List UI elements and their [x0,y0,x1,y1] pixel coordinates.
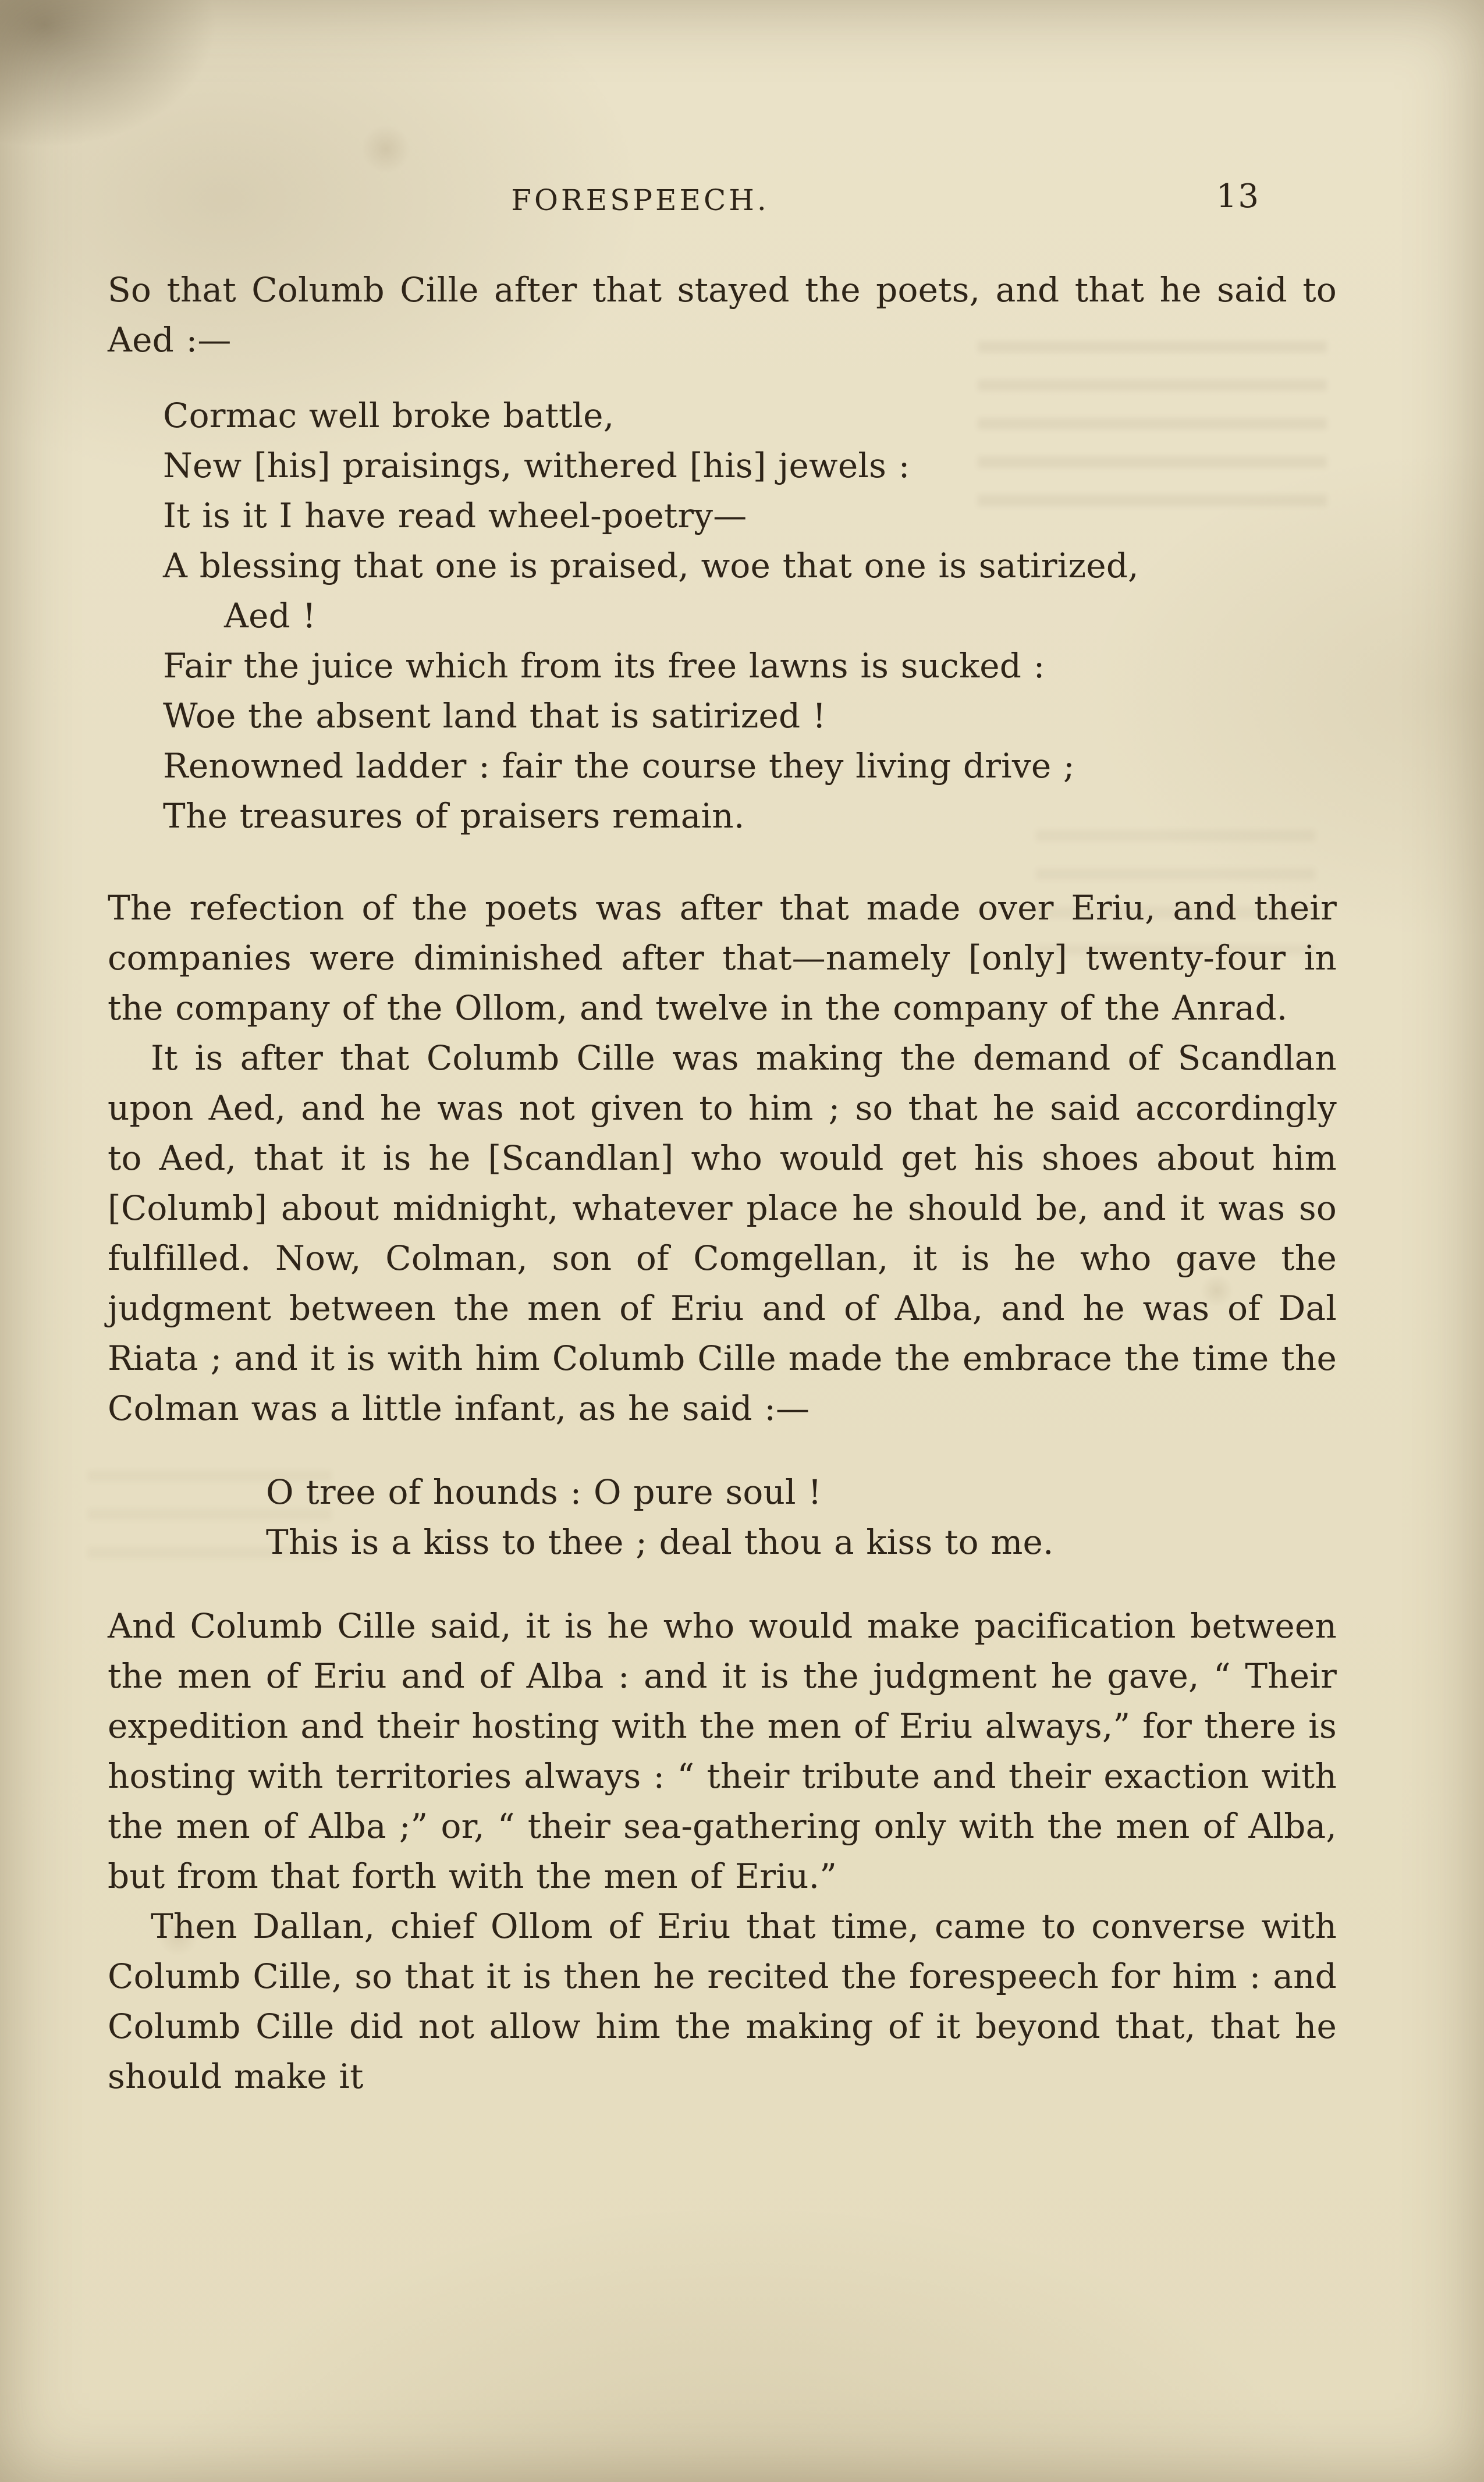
running-title: FORESPEECH. [511,183,769,217]
verse-line: Renowned ladder : fair the course they living drive ; [163,746,1075,786]
verse-line: Woe the absent land that is satirized ! [163,696,826,736]
verse-line: Fair the juice which from its free lawns is sucked : [163,646,1045,686]
verse-line: The treasures of praisers remain. [163,796,745,836]
verse-line: This is a kiss to thee ; deal thou a kiss to me. [266,1522,1054,1562]
verse-line: A blessing that one is praised, woe that one is satirized, [163,546,1139,585]
page-header [108,177,1336,230]
page-number: 13 [1216,177,1260,215]
verse-line: O tree of hounds : O pure soul ! [266,1472,822,1512]
page-body [108,265,1337,2101]
verse-stanza-1 [108,390,1337,841]
paragraph-scandlan: It is after that Columb Cille was making the demand of Scandlan upon Aed, and he was not given to him ; so that he said accordingly to Aed, that it is he [Scandlan] who would get his shoes about him [Columb] about midnight, whatever place he should be, and it was so fulfilled. Now, Colman, son of Comgellan, it is he who gave the judgment between the men of Eriu and of Alba, and he was of Dal Riata ; and it is with him Columb Cille made the embrace the time the Colman was a little infant, as he said :— [108,1038,1337,1428]
verse-line: New [his] praisings, withered [his] jewels : [163,446,910,485]
paragraph-intro: So that Columb Cille after that stayed the poets, and that he said to Aed :— [108,270,1337,360]
paragraph-dallan: Then Dallan, chief Ollom of Eriu that time, came to converse with Columb Cille, so that it is then he recited the forespeech for him : and Columb Cille did not allow him the making of it beyond that, that he should make it [108,1906,1337,2096]
verse-line: Aed ! [224,596,317,635]
verse-line: It is it I have read wheel-poetry— [163,496,747,535]
paragraph-refection: The refection of the poets was after that made over Eriu, and their companies were diminished after that—namely [only] twenty-four in the company of the Ollom, and twelve in the company of the Anrad. [108,888,1337,1028]
verse-stanza-2 [108,1467,1337,1567]
verse-line: Cormac well broke battle, [163,396,615,435]
paragraph-judgment: And Columb Cille said, it is he who would make pacification between the men of Eriu and of Alba : and it is the judgment he gave, “ Their expedition and their hosting with the men of Eriu always,” for there is hosting with territories always : “ their tribute and their exaction with the men of Alba ;” or, “ their sea-gathering only with the men of Alba, but from that forth with the men of Eriu.” [108,1606,1337,1896]
